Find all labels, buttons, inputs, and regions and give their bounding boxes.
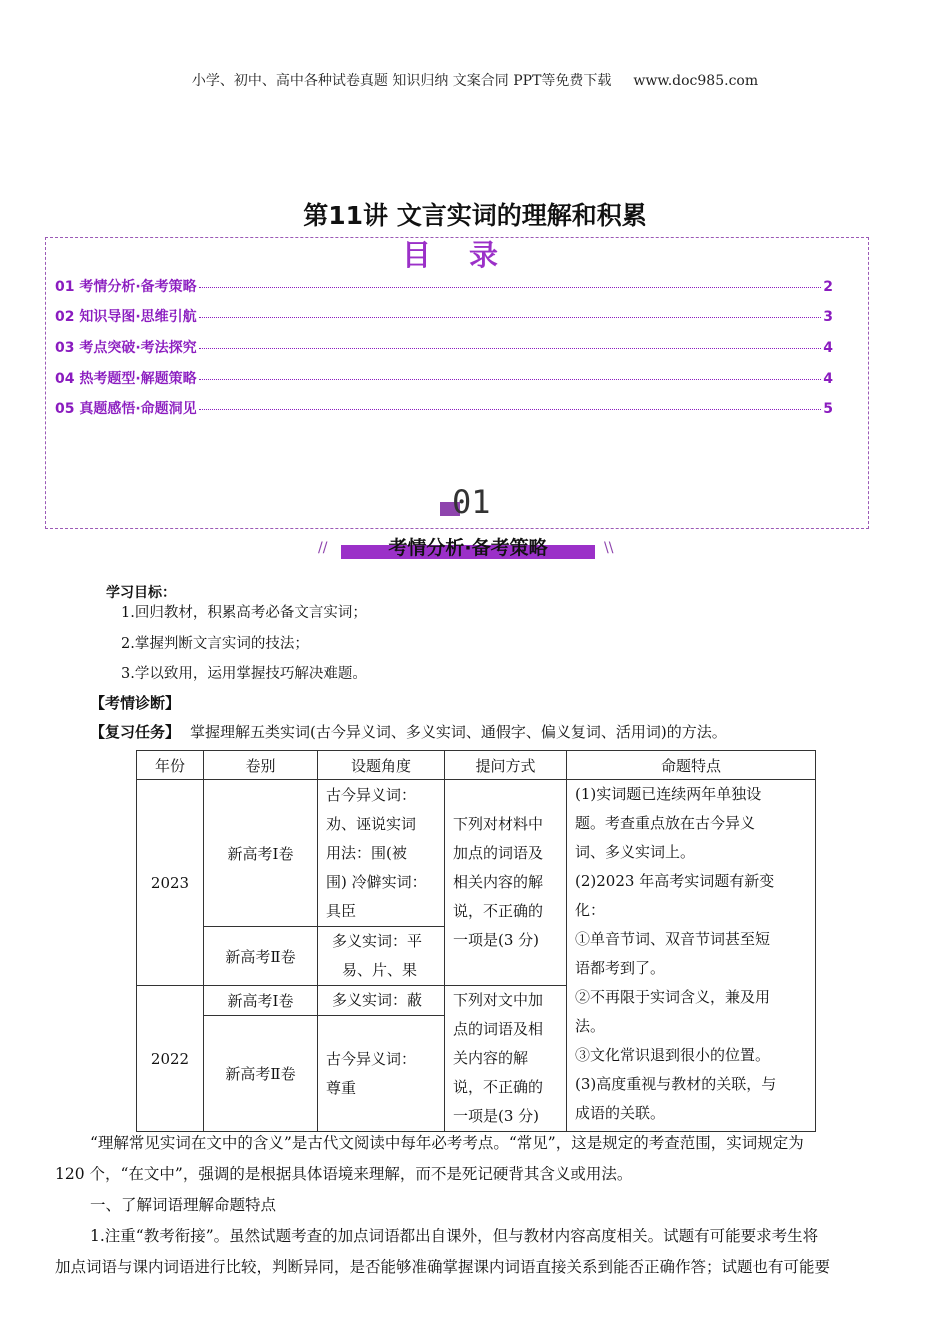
header-text: 小学、初中、高中各种试卷真题 知识归纳 文案合同 PPT等免费下载 [191,73,612,89]
table-header: 设题角度 [318,751,445,780]
toc-item-page: 4 [823,340,833,356]
toc-leader [199,348,822,349]
goal-item: 1.回归教材，积累高考必备文言实词； [121,605,367,621]
toc-leader [199,409,822,410]
paragraph: 120 个，“在文中”，强调的是根据具体语境来理解，而不是死记硬背其含义或用法。 [55,1165,633,1183]
toc-item-label: 02 知识导图·思维引航 [55,309,197,325]
angle-cell: 多义实词：平 易、片、果 [318,927,445,986]
paragraph: “理解常见实词在文中的含义”是古代文阅读中每年必考考点。“常见”，这是规定的考查范围，实词规定为 [90,1134,804,1152]
features-cell: (1)实词题已连续两年单独设 题。考查重点放在古今异义 词、多义实词上。 (2)2023 年高考实词题有新变 化： ①单音节词、双音节词甚至短 语都考到了。 ②不再限于实词含义，兼及用 法。 ③文化常识退到很小的位置。 (3)高度重视与教材的关联，与 成语的关联。 [567,780,816,1132]
paper-cell: 新高考Ⅰ卷 [204,780,318,927]
toc-item[interactable] [55,276,833,296]
page-header [0,70,950,90]
paper-cell: 新高考Ⅱ卷 [204,1016,318,1132]
toc-item-page: 2 [823,279,833,295]
paper-cell: 新高考Ⅱ卷 [204,927,318,986]
toc-item-label: 04 热考题型·解题策略 [55,371,197,387]
paper-cell: 新高考Ⅰ卷 [204,986,318,1016]
review-task-text: 掌握理解五类实词(古今异义词、多义实词、通假字、偏义复词、活用词)的方法。 [190,723,727,741]
paragraph: 加点词语与课内词语进行比较，判断异同，是否能够准确掌握课内词语直接关系到能否正确作答；试题也有可能要 [55,1258,831,1276]
table-row [137,780,816,927]
paragraph: 1.注重“教考衔接”。虽然试题考查的加点词语都出自课外，但与教材内容高度相关。试题有可能要求考生将 [90,1227,819,1245]
table-header: 年份 [137,751,204,780]
angle-cell: 多义实词：蔽 [318,986,445,1016]
toc-item-page: 5 [823,401,833,417]
toc-item[interactable] [55,306,833,326]
year-cell: 2022 [137,986,204,1132]
toc-heading: 目 录 [401,238,513,272]
toc-item-label: 01 考情分析·备考策略 [55,279,197,295]
toc-item-page: 4 [823,371,833,387]
question-cell: 下列对材料中 加点的词语及 相关内容的解 说，不正确的 一项是(3 分) [445,780,567,986]
table-header: 提问方式 [445,751,567,780]
right-slash-decoration: \\ [604,540,614,556]
toc-leader [199,379,822,380]
exam-analysis-table [136,750,816,1132]
review-task [90,721,727,742]
toc-leader [199,287,822,288]
table-header: 命题特点 [567,751,816,780]
table-header-row [137,751,816,780]
page-title: 第11讲 文言实词的理解和积累 [303,201,647,230]
table-header: 卷别 [204,751,318,780]
angle-cell: 古今异义词： 尊重 [318,1016,445,1132]
toc-leader [199,317,822,318]
section-title: 考情分析·备考策略 [388,537,548,559]
toc-item-label: 03 考点突破·考法探究 [55,340,197,356]
toc-item-page: 3 [823,309,833,325]
review-task-label: 【复习任务】 [90,723,181,741]
toc-item[interactable] [55,398,833,418]
header-url: www.doc985.com [633,73,759,89]
toc-item[interactable] [55,337,833,357]
goal-item: 2.掌握判断文言实词的技法； [121,636,309,652]
year-cell: 2023 [137,780,204,986]
goals-heading: 学习目标： [106,585,176,601]
toc-item-label: 05 真题感悟·命题洞见 [55,401,197,417]
diagnosis-label: 【考情诊断】 [90,694,181,712]
angle-cell: 古今异义词： 劝、诬说实词 用法：围(被 围) 冷僻实词： 具臣 [318,780,445,927]
toc-item[interactable] [55,368,833,388]
question-cell: 下列对文中加 点的词语及相 关内容的解 说，不正确的 一项是(3 分) [445,986,567,1132]
section-banner [337,533,599,559]
section-subheading: 一、了解词语理解命题特点 [90,1196,277,1214]
section-number: 01 [452,483,491,521]
left-slash-decoration: // [318,540,328,556]
goal-item: 3.学以致用，运用掌握技巧解决难题。 [121,666,367,682]
